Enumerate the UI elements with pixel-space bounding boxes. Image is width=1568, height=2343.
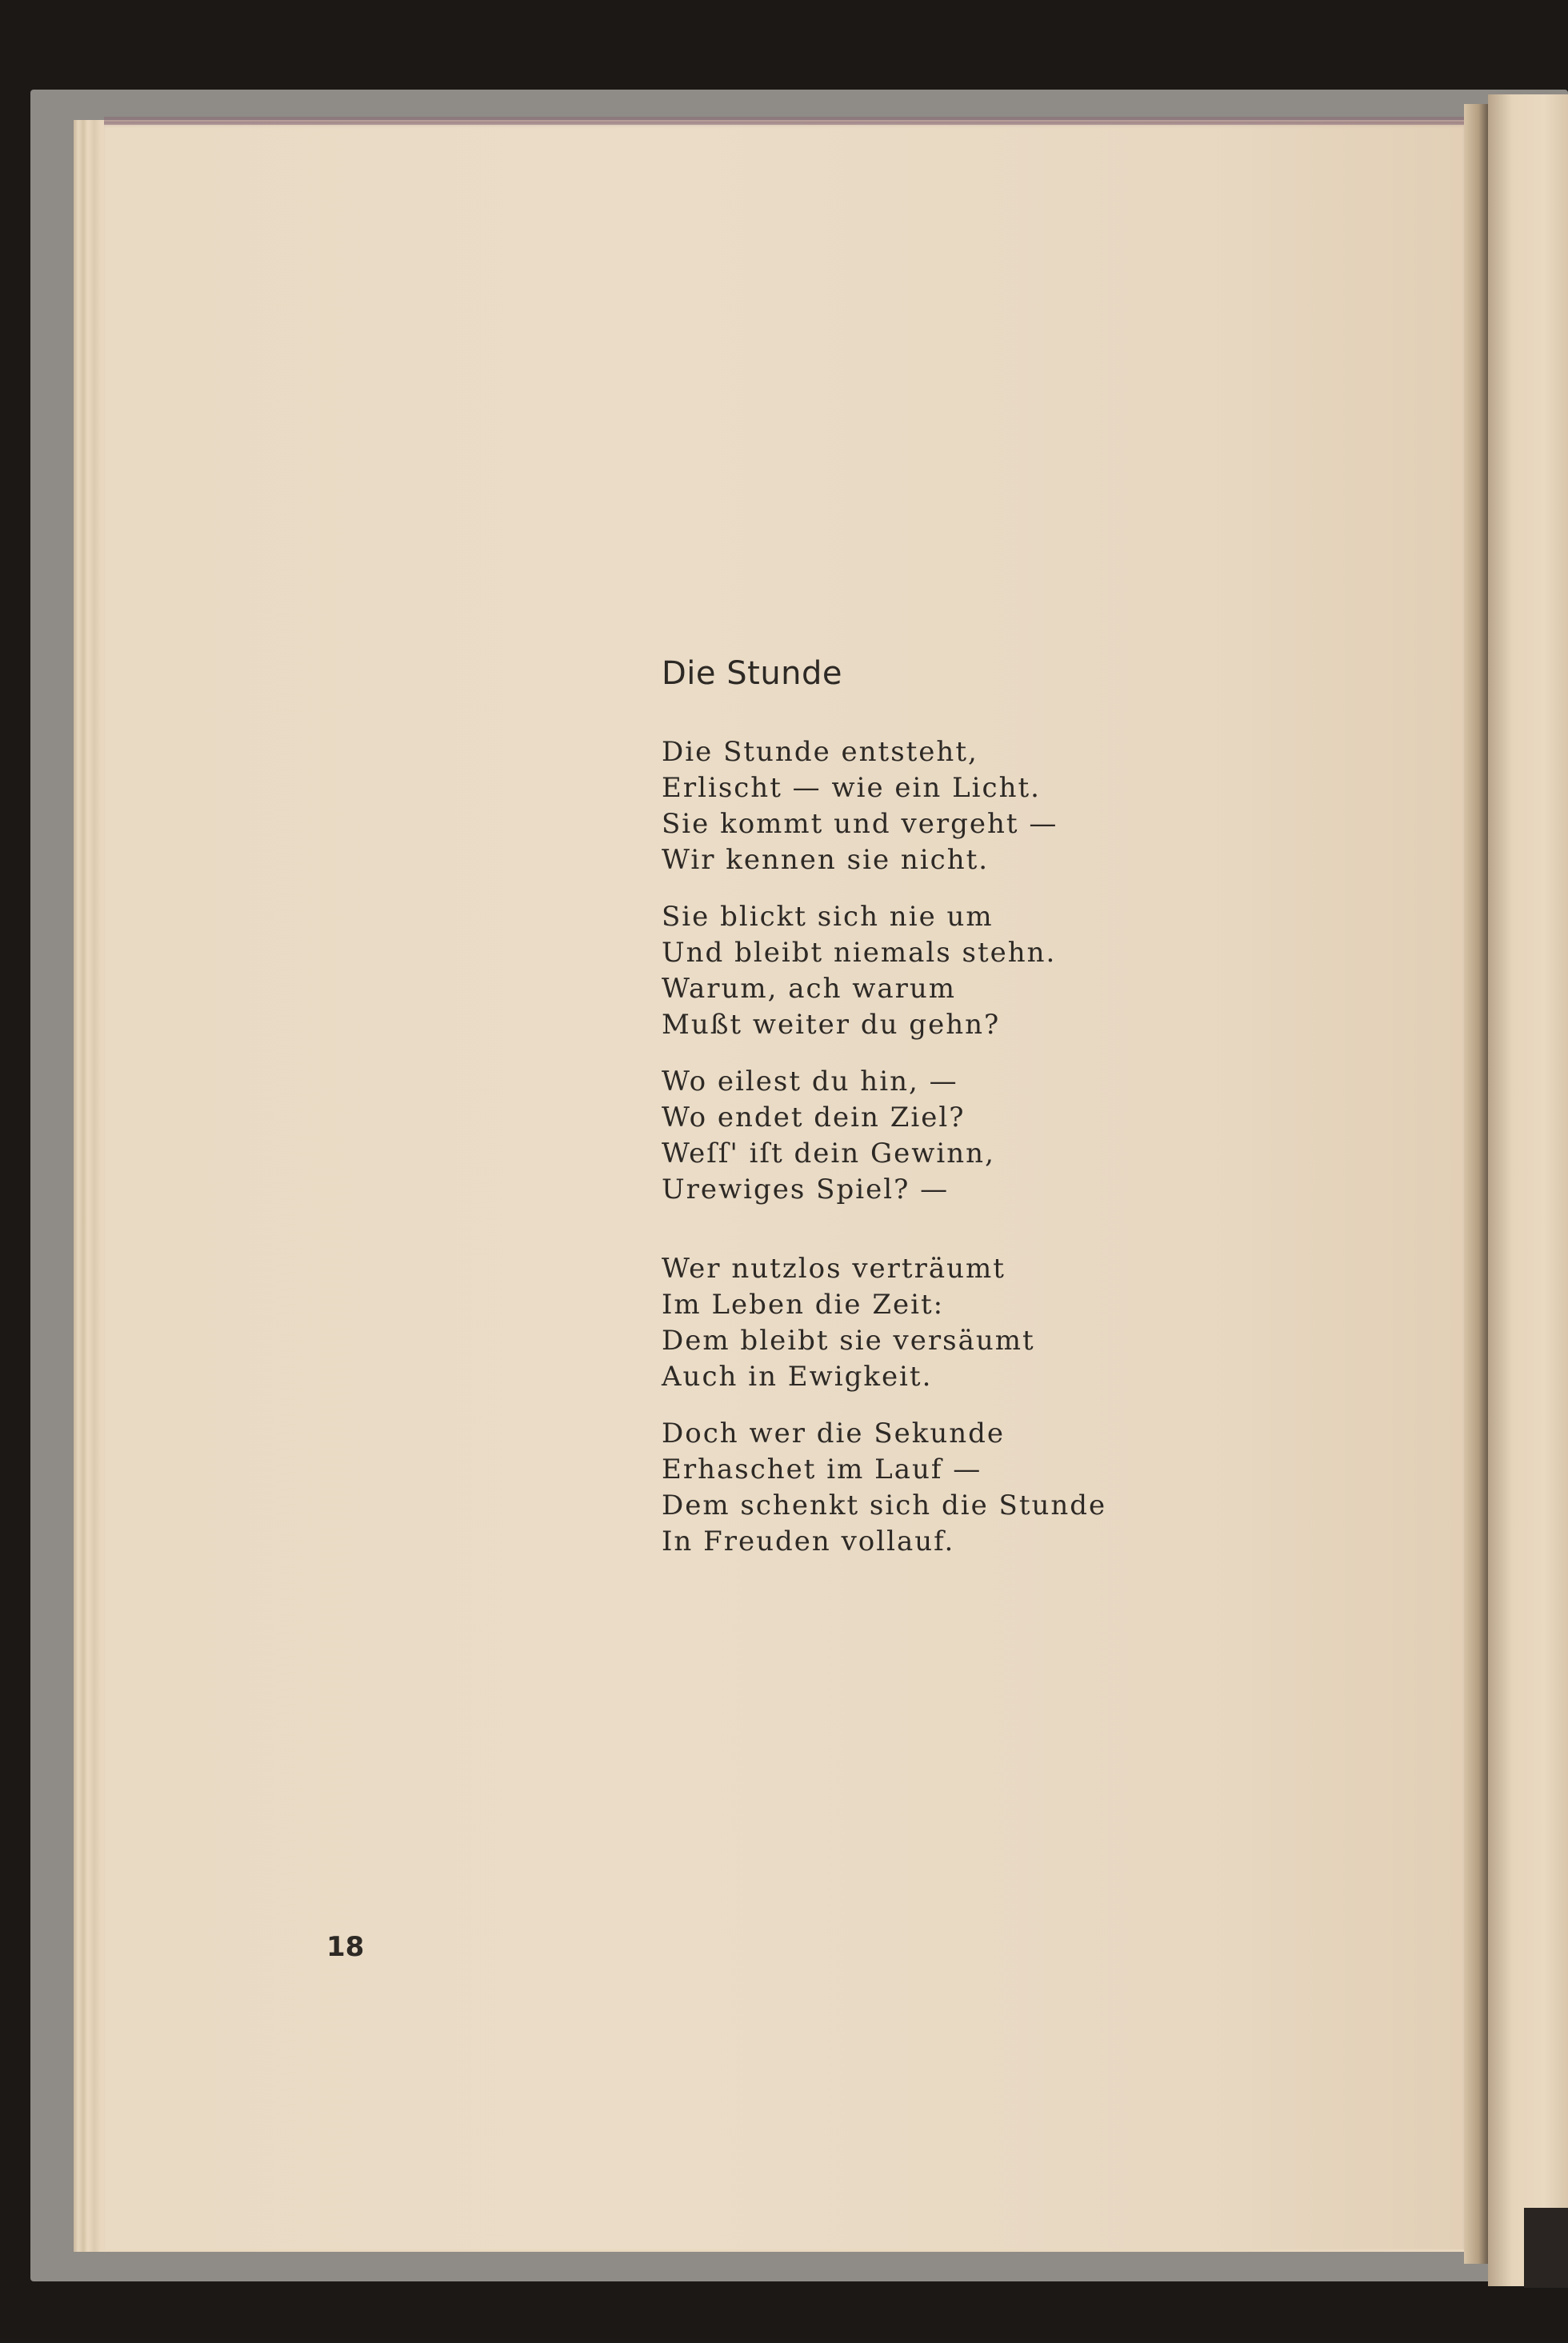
poem-line: Erhaschet im Lauf — — [662, 1453, 982, 1485]
stanza-4 — [662, 1251, 1222, 1395]
poem-line: Die Stunde entsteht, — [662, 736, 978, 768]
stanza-2 — [662, 899, 1222, 1043]
poem — [662, 650, 1222, 1581]
poem-line: Wo endet dein Ziel? — [662, 1102, 966, 1134]
poem-line: Auch in Ewigkeit. — [662, 1361, 933, 1393]
poem-line: Mußt weiter du gehn? — [662, 1009, 1001, 1041]
poem-line: Weſſ' iſt dein Gewinn, — [662, 1138, 995, 1170]
poem-line: Wer nutzlos verträumt — [662, 1253, 1006, 1285]
poem-line: Urewiges Spiel? — — [662, 1173, 950, 1205]
page-top-edge — [104, 117, 1464, 125]
poem-line: Im Leben die Zeit: — [662, 1289, 945, 1321]
poem-line: Sie blickt sich nie um — [662, 901, 994, 933]
poem-line: Wo eilest du hin, — — [662, 1066, 958, 1098]
poem-line: Und bleibt niemals stehn. — [662, 937, 1057, 969]
poem-line: Dem bleibt sie versäumt — [662, 1325, 1035, 1357]
stanza-5 — [662, 1416, 1222, 1560]
cover-corner — [1524, 2208, 1568, 2288]
facing-page-edge — [1488, 94, 1568, 2286]
page-number: 18 — [326, 1931, 365, 1963]
poem-title: Die Stunde — [662, 655, 843, 692]
poem-line: In Freuden vollauf. — [662, 1525, 955, 1557]
book-gutter — [1464, 104, 1488, 2264]
poem-line: Doch wer die Sekunde — [662, 1417, 1006, 1449]
poem-line: Warum, ach warum — [662, 973, 957, 1005]
poem-line: Wir kennen sie nicht. — [662, 844, 990, 876]
poem-line: Dem schenkt sich die Stunde — [662, 1489, 1107, 1521]
poem-line: Erlischt — wie ein Licht. — [662, 772, 1041, 804]
stanza-1 — [662, 734, 1222, 878]
stanza-3 — [662, 1064, 1222, 1208]
poem-line: Sie kommt und vergeht — — [662, 808, 1058, 840]
